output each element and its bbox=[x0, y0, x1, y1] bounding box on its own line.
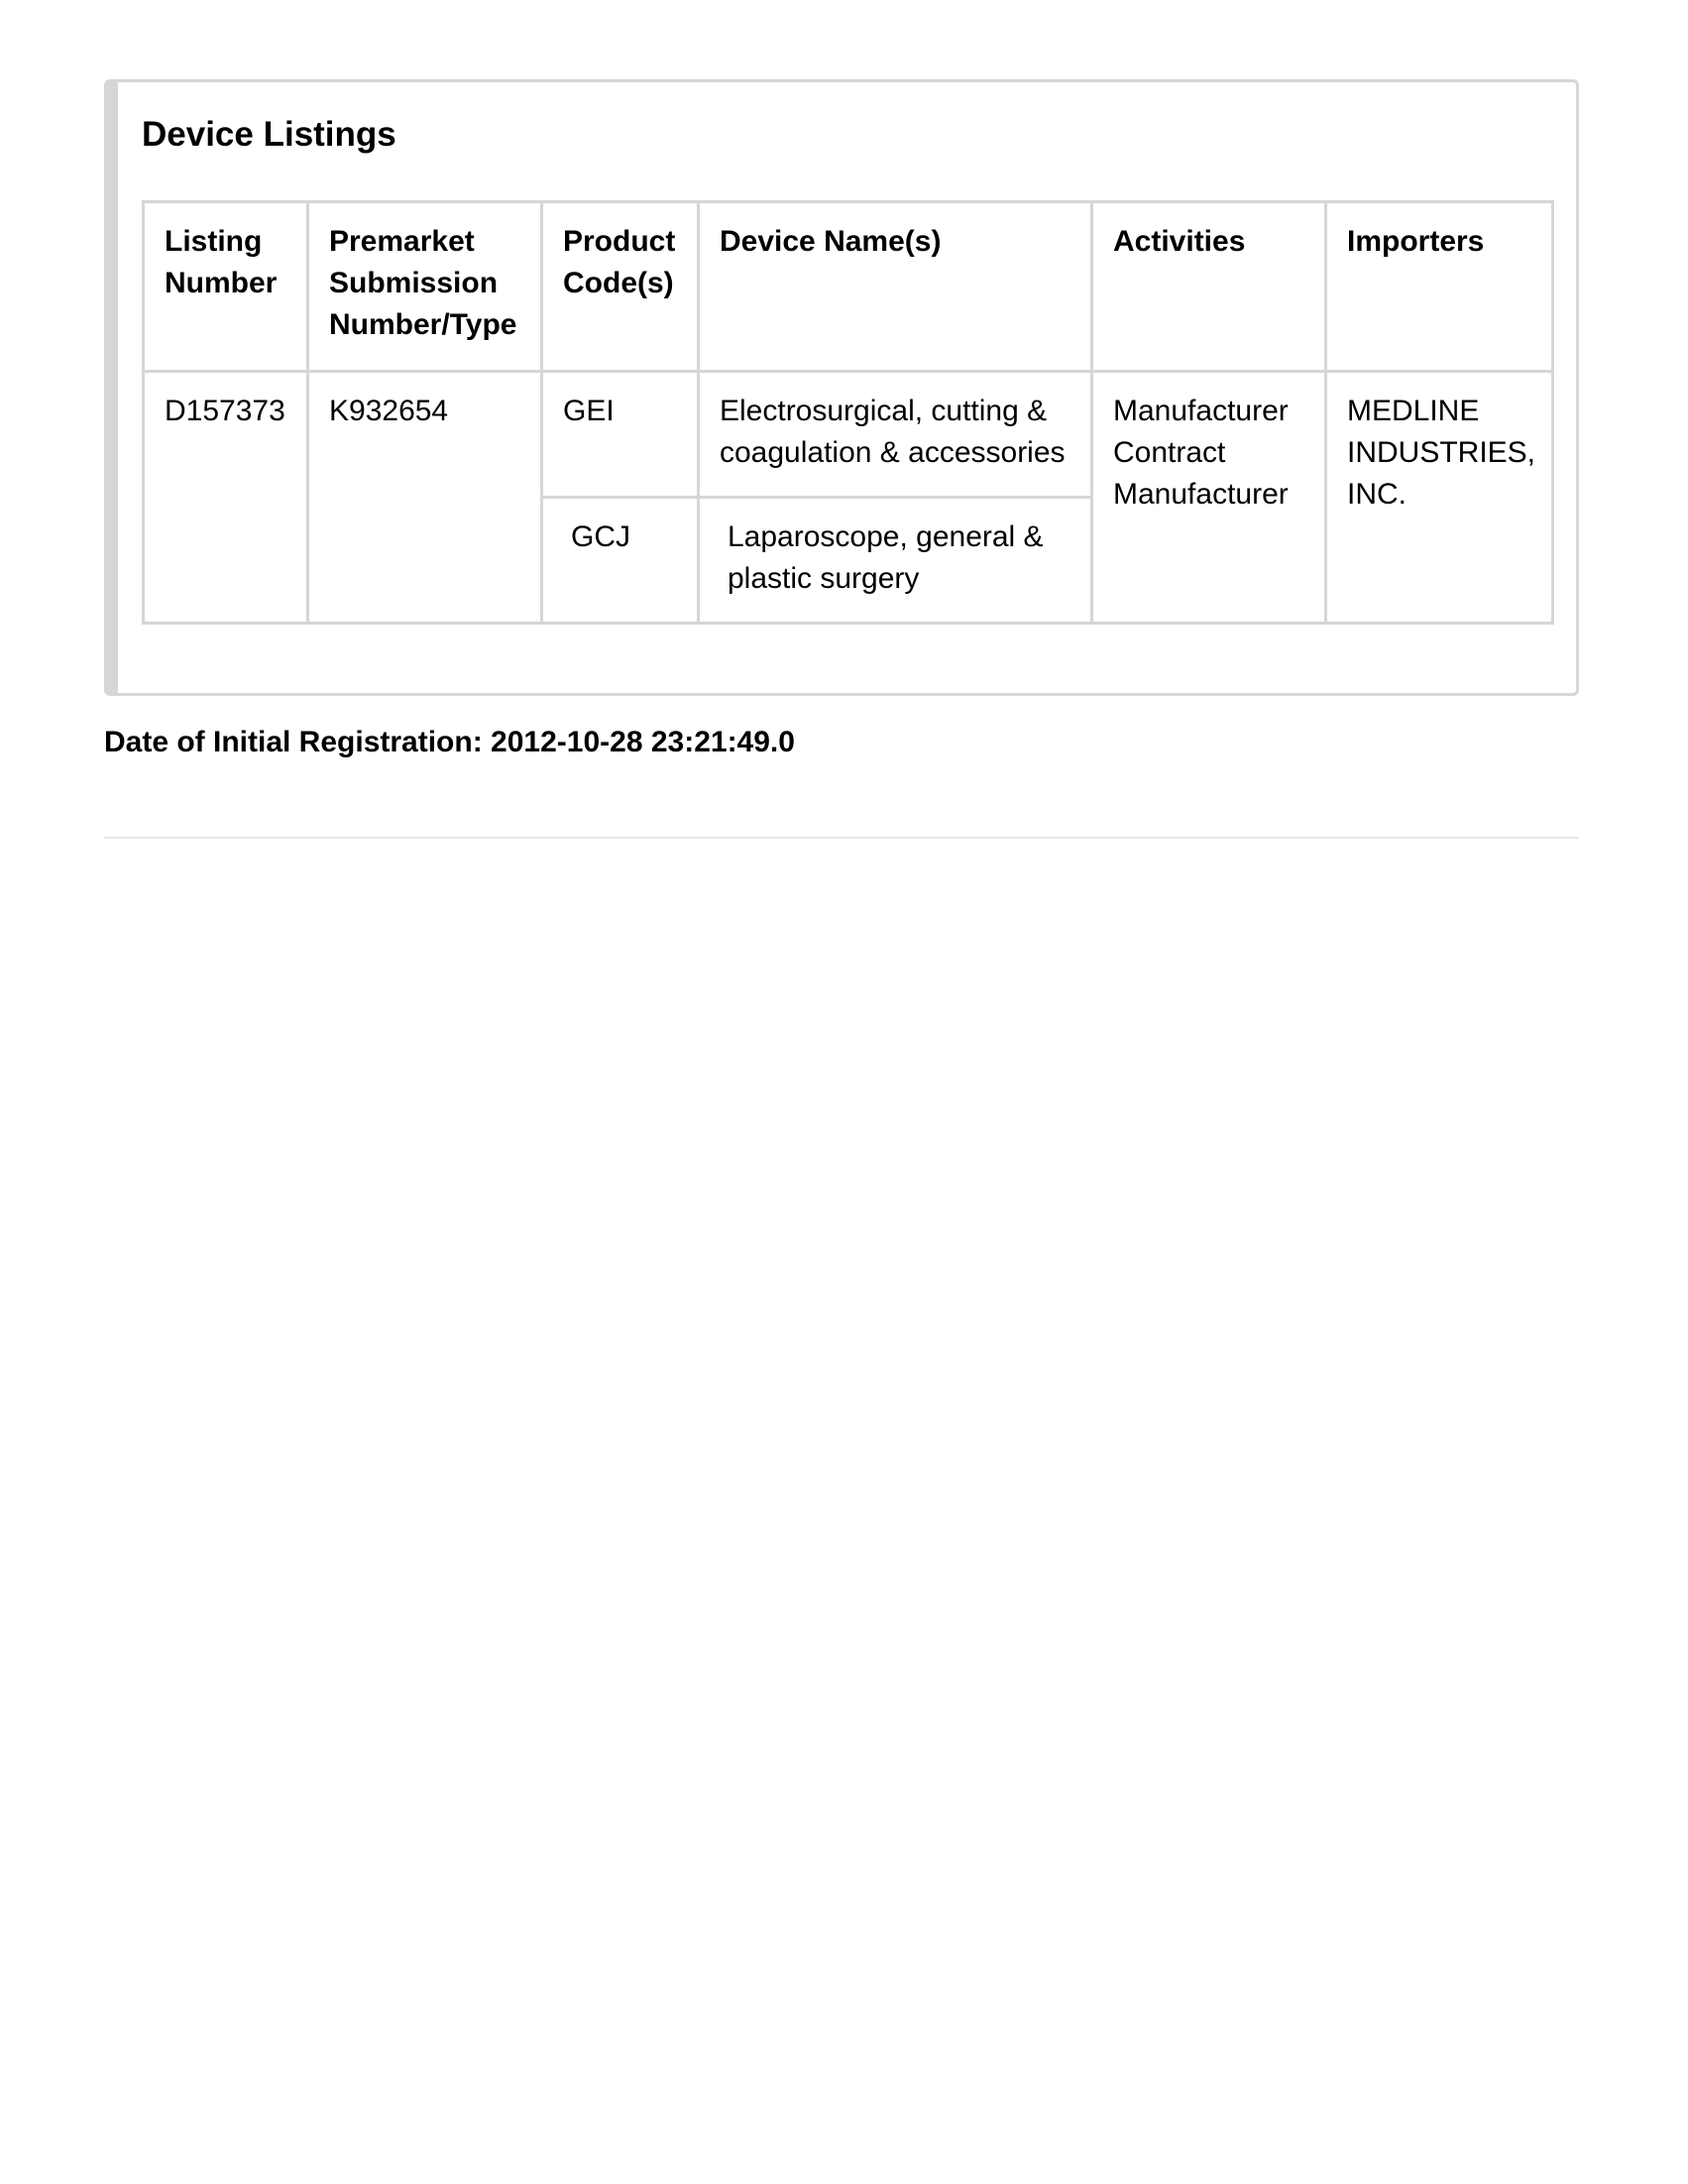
section-divider bbox=[104, 837, 1579, 839]
header-premarket-submission: Premarket Submission Number/Type bbox=[308, 202, 542, 372]
header-listing-number: Listing Number bbox=[144, 202, 308, 372]
table-row bbox=[144, 372, 1553, 498]
header-importers: Importers bbox=[1326, 202, 1553, 372]
header-device-names: Device Name(s) bbox=[699, 202, 1092, 372]
header-activities: Activities bbox=[1092, 202, 1326, 372]
device-name-cell: Laparoscope, general & plastic surgery bbox=[699, 498, 1092, 624]
device-name-cell: Electrosurgical, cutting & coagulation & accessories bbox=[699, 372, 1092, 498]
importer-cell: MEDLINE INDUSTRIES, INC. bbox=[1326, 372, 1553, 624]
premarket-submission-cell: K932654 bbox=[308, 372, 542, 624]
table-header-row bbox=[144, 202, 1553, 372]
activity-item: Manufacturer bbox=[1113, 395, 1289, 427]
registration-value: 2012-10-28 23:21:49.0 bbox=[491, 726, 795, 758]
product-code-cell: GEI bbox=[542, 372, 699, 498]
initial-registration-date bbox=[104, 722, 795, 763]
section-title: Device Listings bbox=[142, 115, 396, 154]
product-code-cell: GCJ bbox=[542, 498, 699, 624]
device-listings-panel bbox=[104, 79, 1579, 696]
listing-number-cell: D157373 bbox=[144, 372, 308, 624]
header-product-codes: Product Code(s) bbox=[542, 202, 699, 372]
registration-label: Date of Initial Registration: bbox=[104, 726, 483, 758]
activities-cell bbox=[1092, 372, 1326, 624]
device-listings-table bbox=[142, 200, 1554, 625]
activity-item: Contract Manufacturer bbox=[1113, 436, 1289, 511]
